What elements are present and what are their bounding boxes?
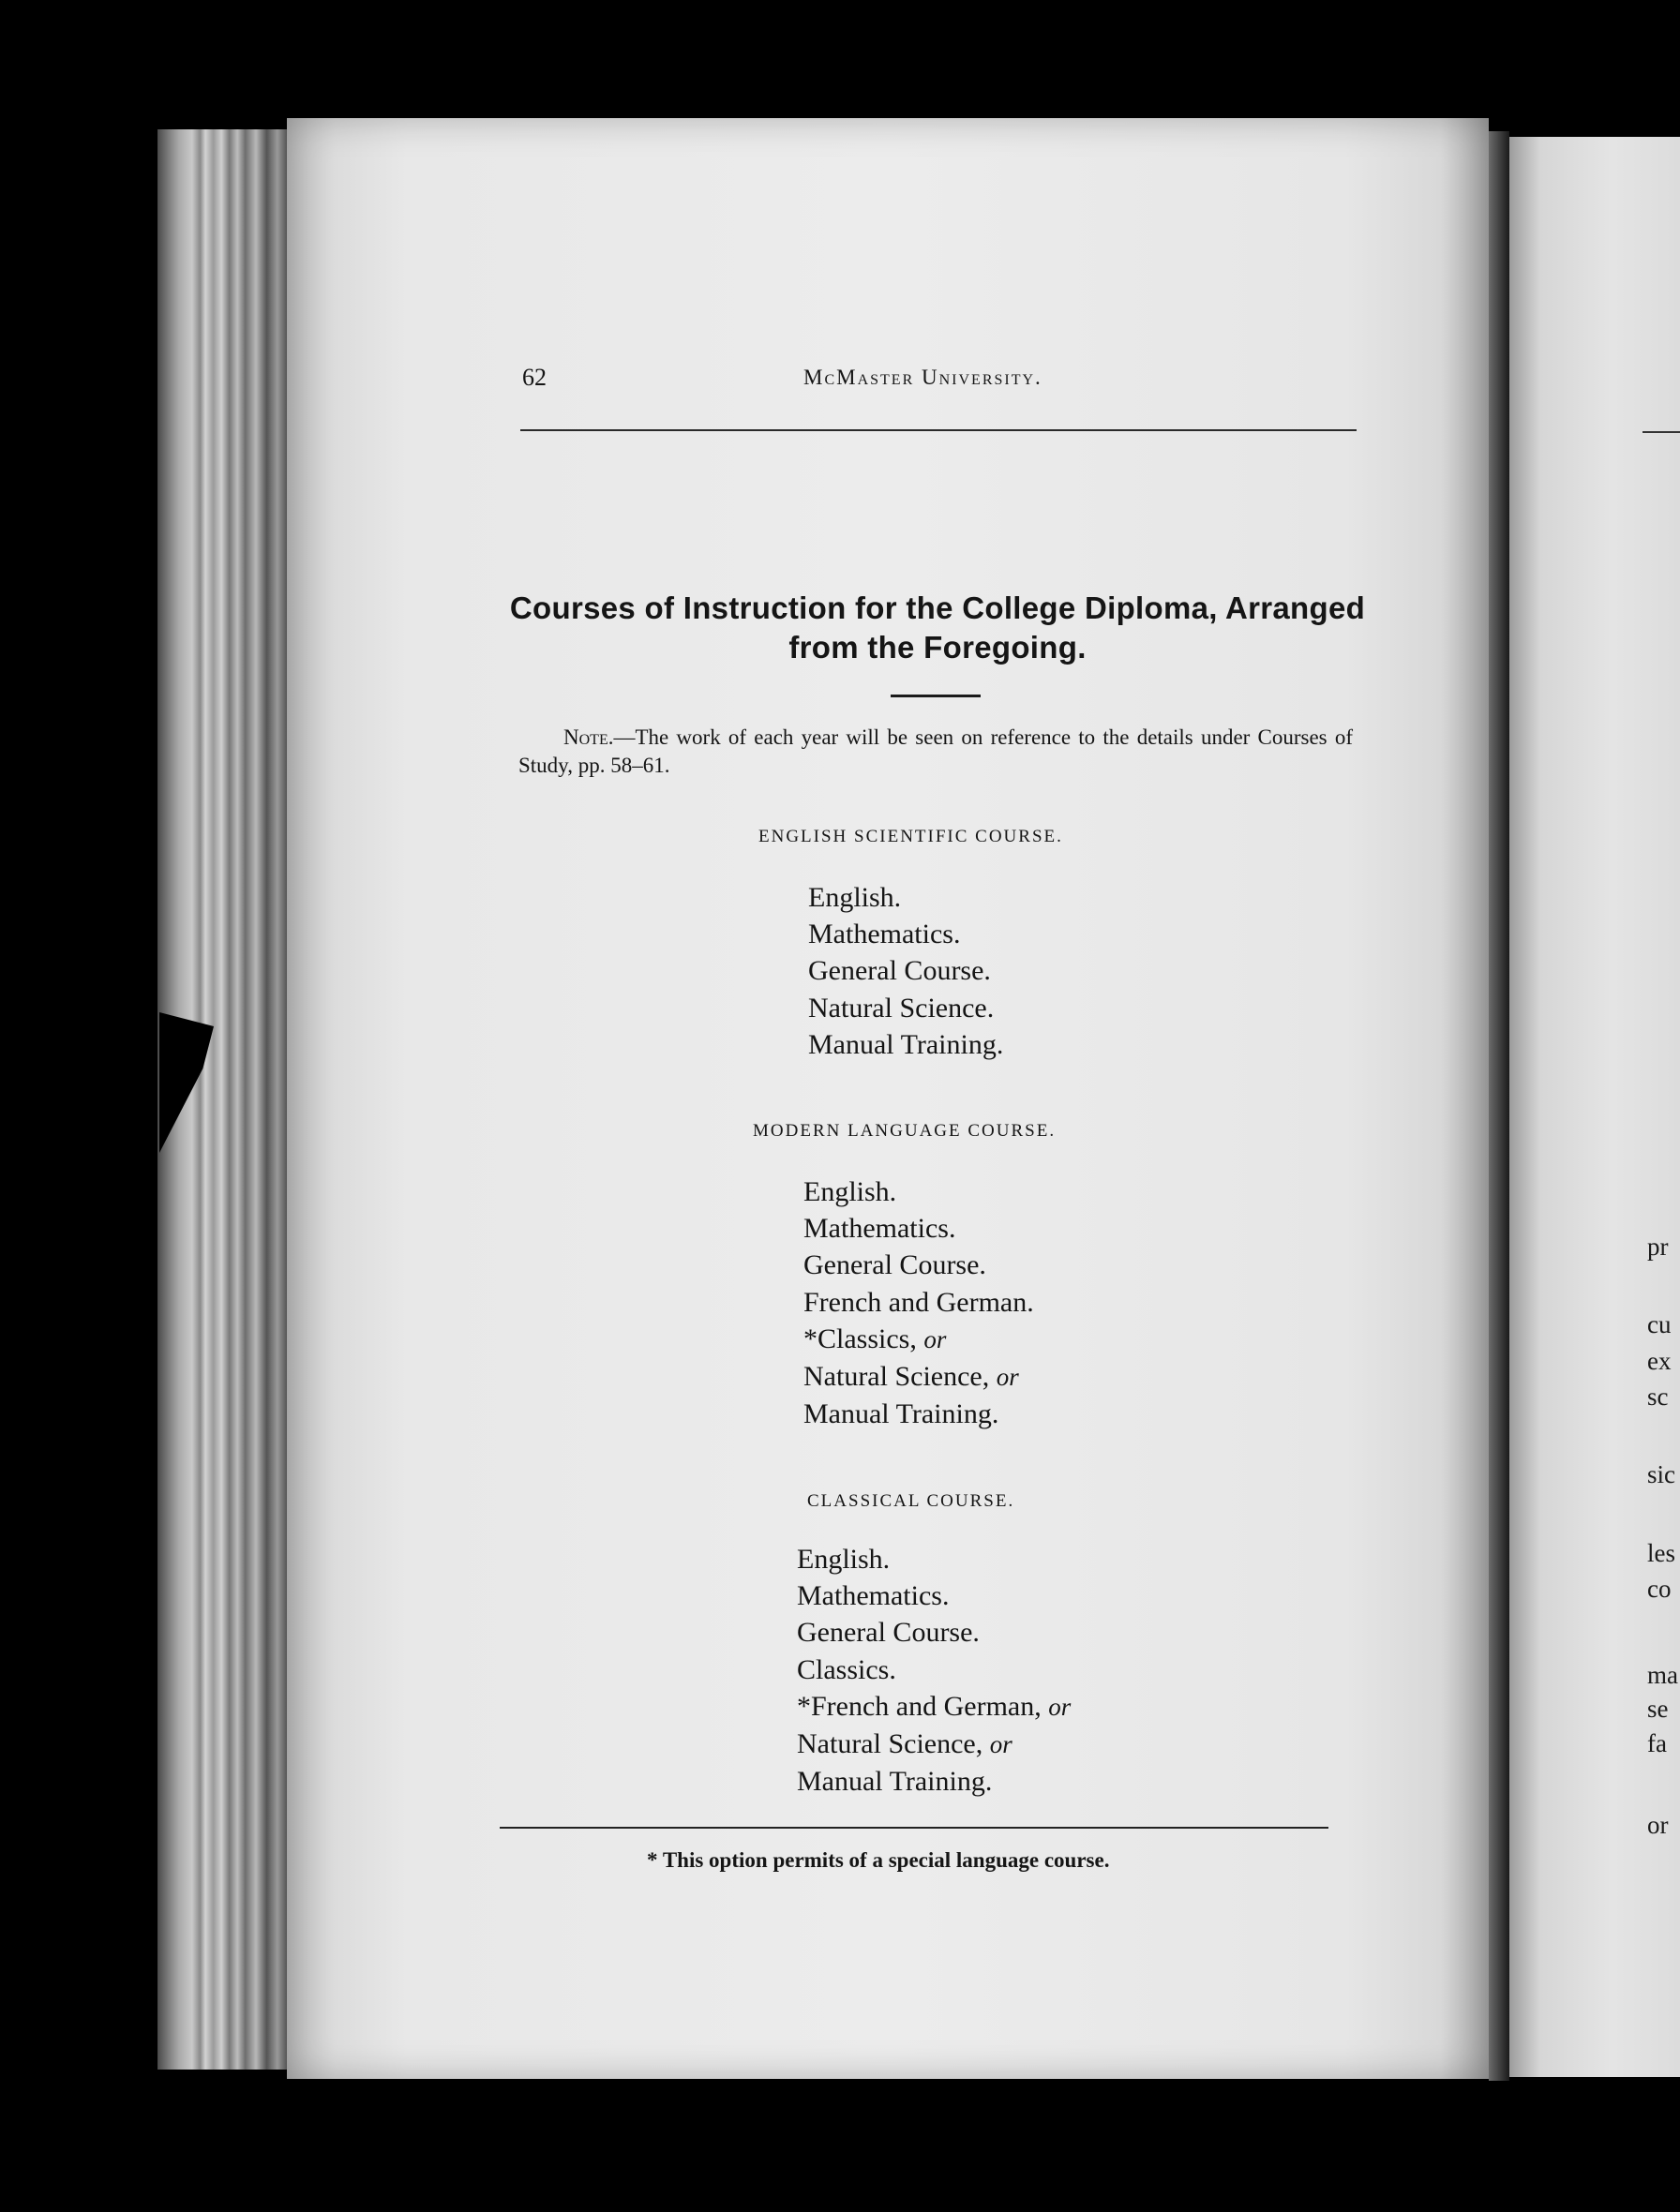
subject-label: *French and German,	[797, 1690, 1042, 1722]
subject-label: Manual Training.	[803, 1398, 999, 1430]
subject-suffix: or	[1048, 1692, 1072, 1721]
list-item	[803, 1321, 1034, 1358]
list-item	[808, 916, 1003, 952]
page-number: 62	[522, 364, 547, 391]
list-item	[797, 1614, 1071, 1651]
list-item	[803, 1396, 1034, 1432]
facing-page-rule	[1642, 431, 1680, 433]
subject-suffix: or	[923, 1324, 947, 1353]
list-item	[803, 1284, 1034, 1321]
book-gutter	[1489, 131, 1509, 2081]
list-item	[797, 1726, 1071, 1763]
section-title-modern-language: MODERN LANGUAGE COURSE.	[753, 1121, 1057, 1141]
facing-page-fragment: se	[1647, 1695, 1669, 1723]
english-scientific-course-list	[808, 879, 1003, 1063]
subject-label: General Course.	[808, 955, 991, 987]
list-item	[803, 1210, 1034, 1247]
modern-language-course-list	[803, 1173, 1034, 1432]
list-item	[803, 1358, 1034, 1396]
facing-page-fragment: cu	[1647, 1310, 1672, 1338]
facing-page-fragment: ex	[1647, 1347, 1672, 1375]
footnote-rule	[500, 1827, 1328, 1829]
subject-suffix: or	[996, 1363, 1019, 1392]
facing-page-fragment: les	[1647, 1539, 1675, 1567]
subject-label: Manual Training.	[808, 1028, 1004, 1060]
section-title-classical: CLASSICAL COURSE.	[807, 1491, 1015, 1511]
list-item	[803, 1247, 1034, 1283]
subject-label: Mathematics.	[803, 1213, 956, 1245]
facing-page	[1509, 137, 1680, 2077]
note-paragraph	[518, 724, 1353, 780]
subject-label: General Course.	[803, 1249, 986, 1281]
subject-label: English.	[808, 882, 902, 913]
facing-page-fragment: sic	[1647, 1460, 1675, 1488]
list-item	[797, 1763, 1071, 1800]
list-item	[808, 879, 1003, 916]
subject-label: Natural Science.	[808, 992, 995, 1024]
list-item	[797, 1577, 1071, 1614]
list-item	[803, 1173, 1034, 1210]
subject-label: French and German.	[803, 1286, 1034, 1318]
subject-label: Natural Science,	[797, 1728, 983, 1760]
subject-label: Mathematics.	[808, 919, 961, 950]
list-item	[808, 990, 1003, 1026]
subject-suffix: or	[989, 1730, 1012, 1759]
subject-label: English.	[797, 1544, 891, 1575]
subject-label: Classics.	[797, 1653, 896, 1685]
header-rule	[520, 429, 1357, 431]
subject-label: General Course.	[797, 1617, 980, 1649]
running-head: McMaster University.	[803, 366, 1042, 389]
note-text: —The work of each year will be seen on reference to the details under Courses of Study, pp. 58–61.	[518, 725, 1353, 777]
subject-label: Mathematics.	[797, 1580, 950, 1612]
facing-page-fragment: pr	[1647, 1233, 1669, 1261]
facing-page-fragment: or	[1647, 1811, 1669, 1839]
facing-page-fragment: fa	[1647, 1729, 1667, 1757]
subject-label: English.	[803, 1176, 897, 1207]
title-line-1: Courses of Instruction for the College Diploma, Arranged	[509, 590, 1366, 625]
list-item	[797, 1652, 1071, 1688]
footnote: * This option permits of a special language course.	[647, 1848, 1110, 1872]
title-rule	[891, 695, 981, 697]
subject-label: Manual Training.	[797, 1766, 993, 1798]
note-label: Note.	[563, 725, 614, 749]
title-line-2: from the Foregoing.	[788, 630, 1087, 665]
list-item	[808, 952, 1003, 989]
list-item	[797, 1541, 1071, 1577]
section-title-english-scientific: ENGLISH SCIENTIFIC COURSE.	[758, 827, 1063, 846]
facing-page-fragment: co	[1647, 1575, 1672, 1603]
classical-course-list	[797, 1541, 1071, 1800]
list-item	[808, 1026, 1003, 1063]
page-title	[488, 589, 1388, 667]
list-item	[797, 1688, 1071, 1726]
subject-label: Natural Science,	[803, 1361, 990, 1393]
subject-label: *Classics,	[803, 1323, 917, 1354]
facing-page-fragment: sc	[1647, 1382, 1669, 1411]
facing-page-fragment: ma	[1647, 1661, 1678, 1689]
